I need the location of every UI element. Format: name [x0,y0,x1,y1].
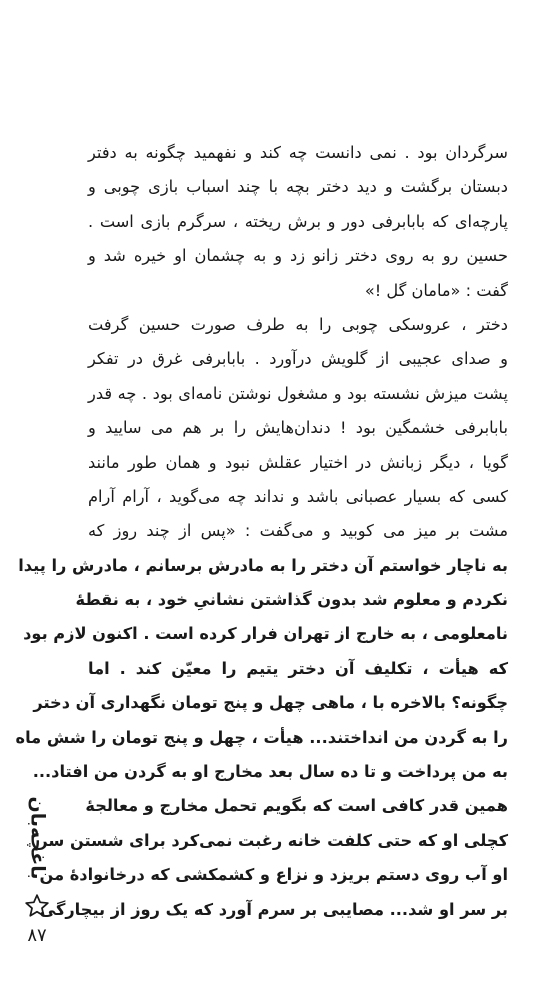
text-line-1: سرگردان بود . نمی دانست چه کند و نفهمید چگونه به دفتر [88,143,508,162]
text-line-4: حسین رو به روی دختر زانو زد و به چشمان او خیره شد و [88,246,508,266]
page-number: ۸۷ [27,925,47,946]
text-line-10: گویا ، دیگر زبانش در اختیار عقلش نبود و همان طور مانند [88,452,508,472]
text-line-6: دختر ، عروسکی چوبی را به طرف صورت حسین گرفت [88,314,508,334]
text-line-16: که هیأت ، تکلیف آن دختر یتیم را معیّن کند . اما [88,658,508,678]
text-line-8: پشت میزش نشسته بود و مشغول نوشتن نامه‌ای بود . چه قدر [88,383,508,403]
text-line-19: به من پرداخت و تا ده سال بعد مخارج او به گردن من افتاد... [32,762,508,782]
text-line-18: را به گردن من انداختند... هیأت ، چهل و پنج تومان را شش ماه [15,727,508,747]
star-icon [24,893,50,919]
text-line-9: بابابرفی خشمگین بود ! دندان‌هایش را بر هم می سایید و [88,418,508,438]
text-line-7: و صدای عجیبی از گلویش درآورد . بابابرفی غرق در تفکر [88,349,508,369]
text-line-2: دبستان برگشت و دید دختر بچه با چند اسباب بازی چوبی و [88,177,508,197]
text-line-5: گفت : «مامان گل !» [364,280,508,300]
text-line-13: به ناچار خواستم آن دختر را به مادرش برسانم ، مادرش را پیدا [18,555,508,575]
page-footer [12,785,62,965]
text-line-11: کسی که بسیار عصبانی باشد و نداند چه می‌گوید ، آرام آرام [88,486,508,506]
text-line-21: کچلی او که حتی کلفت خانه رغبت نمی‌کرد برای شستن سر [38,830,508,850]
text-line-20: همین قدر کافی است که بگویم تحمل مخارج و معالجهٔ [85,796,508,816]
text-line-23: بر سر او شد... مصایبی بر سرم آورد که یک روز از بیچارگی [39,899,508,919]
text-line-3: پارچه‌ای که بابابرفی دور و برش ریخته ، سرگرم بازی است . [88,211,508,231]
text-line-15: نامعلومی ، به خارج از تهران فرار کرده است . اکنون لازم بود [23,624,508,644]
text-line-14: نکردم و معلوم شد بدون گذاشتن نشانیِ خود ، به نقطهٔ [75,590,508,610]
book-title-text: باغچه‌بان [26,796,49,879]
text-line-22: او آب روی دستم بریزد و نزاع و کشمکشی که درخانوادهٔ من [39,865,508,885]
text-line-17: چگونه؟ بالاخره با ، ماهی چهل و پنج تومان نگهداری آن دختر [33,693,508,713]
running-title [18,785,56,890]
text-line-12: مشت بر میز می کوبید و می‌گفت : «پس از چند روز که [88,521,508,541]
